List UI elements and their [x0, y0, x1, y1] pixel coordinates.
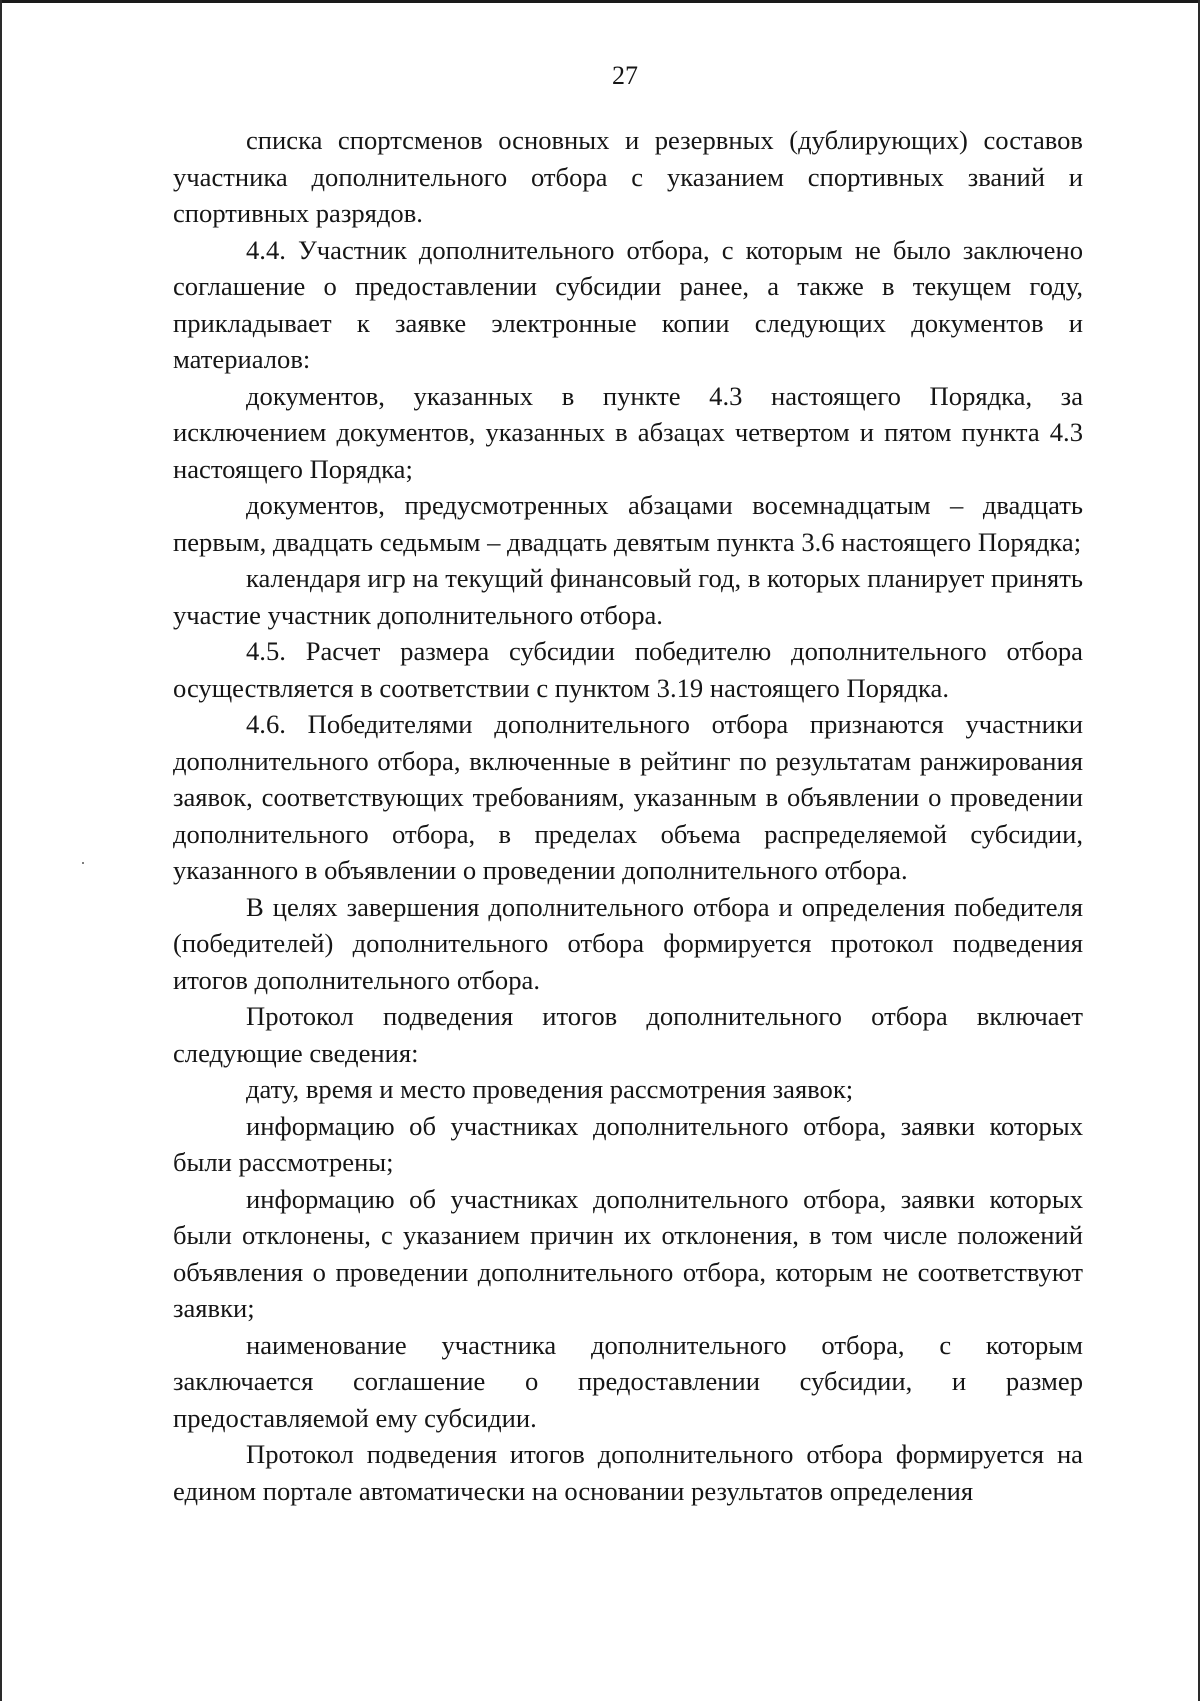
paragraph-4-4: 4.4. Участник дополнительного отбора, с которым не было заключено соглашение о предоставлении субсидии ранее, а также в текущем году, прикладывает к заявке электронные копии следующих документов и материалов: [173, 234, 1083, 374]
paragraph-reviewed-participants: информацию об участниках дополнительного отбора, заявки которых были рассмотрены; [173, 1110, 1083, 1177]
scan-speck [82, 862, 84, 864]
page-number: 27 [612, 61, 638, 90]
paragraph-protocol-contents: Протокол подведения итогов дополнительного отбора включает следующие сведения: [173, 1001, 1083, 1068]
scan-edge-left [0, 0, 2, 1701]
paragraph-games-calendar: календаря игр на текущий финансовый год, в которых планирует принять участие участник дополнительного отбора. [173, 563, 1083, 630]
paragraph-4-5: 4.5. Расчет размера субсидии победителю дополнительного отбора осуществляется в соответствии с пунктом 3.19 настоящего Порядка. [173, 636, 1083, 703]
scan-edge-top [0, 0, 1200, 3]
paragraph-protocol-purpose: В целях завершения дополнительного отбора и определения победителя (победителей) дополнительного отбора формируется протокол подведения итогов дополнительного отбора. [173, 891, 1083, 995]
paragraph-protocol-portal: Протокол подведения итогов дополнительного отбора формируется на едином портале автоматически на основании результатов определения [173, 1439, 1083, 1506]
paragraph-winner-name: наименование участника дополнительного отбора, с которым заключается соглашение о предоставлении субсидии, и размер предоставляемой ему субсидии. [173, 1329, 1083, 1433]
paragraph-documents-3-6: документов, предусмотренных абзацами восемнадцатым – двадцать первым, двадцать седьмым – двадцать девятым пункта 3.6 настоящего Порядка; [173, 490, 1083, 557]
document-body [173, 122, 1083, 1509]
paragraph-date-time-place: дату, время и место проведения рассмотрения заявок; [246, 1074, 854, 1104]
paragraph-rejected-participants: информацию об участниках дополнительного отбора, заявки которых были отклонены, с указанием причин их отклонения, в том числе положений объявления о проведении дополнительного отбора, которым не соответствуют заявки; [173, 1183, 1083, 1323]
paragraph-4-6: 4.6. Победителями дополнительного отбора признаются участники дополнительного отбора, включенные в рейтинг по результатам ранжирования заявок, соответствующих требованиям, указанным в объявлении о проведении дополнительного отбора, в пределах объема распределяемой субсидии, указанного в объявлении о проведении дополнительного отбора. [173, 709, 1083, 885]
paragraph-athletes-list: списка спортсменов основных и резервных (дублирующих) составов участника дополнительного отбора с указанием спортивных званий и спортивных разрядов. [173, 125, 1083, 228]
paragraph-documents-4-3: документов, указанных в пункте 4.3 настоящего Порядка, за исключением документов, указанных в абзацах четвертом и пятом пункта 4.3 настоящего Порядка; [173, 380, 1083, 484]
